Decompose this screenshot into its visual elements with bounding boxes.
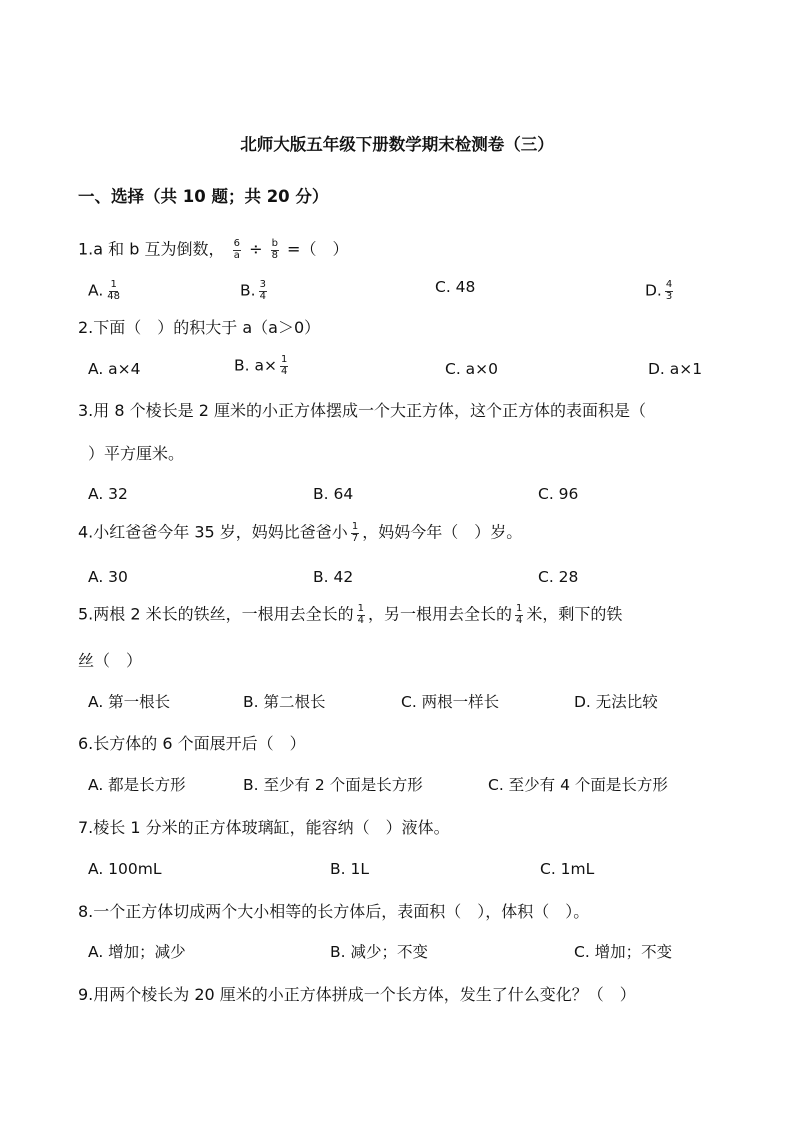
option-a[interactable]: A. 都是长方形 — [88, 776, 186, 794]
option-a[interactable]: A. 30 — [88, 568, 128, 586]
option-c[interactable]: C. a×0 — [445, 360, 499, 378]
question-7: 7.棱长 1 分米的正方体玻璃缸，能容纳（ ）液体。 — [78, 818, 450, 837]
question-5: 5.两根 2 米长的铁丝，一根用去全长的 $\frac{1}{4}$ ，另一根用去全长的 $\frac{1}{4}$ 米，剩下的铁 — [78, 603, 623, 626]
fraction: $\frac{b}{8}$ — [271, 238, 278, 261]
option-c[interactable]: C. 两根一样长 — [401, 693, 500, 711]
option-b[interactable]: B. 减少；不变 — [330, 943, 428, 961]
question-1: 1.a 和 b 互为倒数， $\frac{6}{a}$ ÷ $\frac{b}{8}$ =（ ） — [78, 238, 349, 261]
question-3-continued: ）平方厘米。 — [88, 444, 185, 463]
option-b[interactable]: B. 至少有 2 个面是长方形 — [243, 776, 423, 794]
option-c[interactable]: C. 至少有 4 个面是长方形 — [488, 776, 668, 794]
option-a[interactable]: A. a×4 — [88, 360, 141, 378]
question-3: 3.用 8 个棱长是 2 厘米的小正方体摆成一个大正方体，这个正方体的表面积是（ — [78, 401, 646, 420]
question-2: 2.下面（ ）的积大于 a（a＞0） — [78, 318, 321, 337]
option-d[interactable]: D. 无法比较 — [574, 693, 658, 711]
question-4: 4.小红爸爸今年 35 岁，妈妈比爸爸小 $\frac{1}{7}$ ，妈妈今年（ ）岁。 — [78, 521, 523, 544]
page-title: 北师大版五年级下册数学期末检测卷（三） — [240, 135, 554, 154]
option-a[interactable]: A. 增加；减少 — [88, 943, 186, 961]
fraction: $\frac{6}{a}$ — [233, 238, 240, 261]
question-9: 9.用两个棱长为 20 厘米的小正方体拼成一个长方体，发生了什么变化？（ ） — [78, 985, 636, 1004]
option-c[interactable]: C. 增加；不变 — [574, 943, 673, 961]
option-d[interactable]: D. $\frac{4}{3}$ — [645, 279, 673, 302]
option-c[interactable]: C. 96 — [538, 485, 579, 503]
option-b[interactable]: B. a× $\frac{1}{4}$ — [234, 354, 288, 377]
option-b[interactable]: B. 64 — [313, 485, 354, 503]
question-5-continued: 丝（ ） — [78, 651, 143, 670]
option-b[interactable]: B. 42 — [313, 568, 354, 586]
question-1-text: 1.a 和 b 互为倒数， — [78, 239, 225, 259]
option-c[interactable]: C. 28 — [538, 568, 579, 586]
option-b[interactable]: B. $\frac{3}{4}$ — [240, 279, 266, 302]
question-6: 6.长方体的 6 个面展开后（ ） — [78, 734, 306, 753]
option-a[interactable]: A. 32 — [88, 485, 128, 503]
question-8: 8.一个正方体切成两个大小相等的长方体后，表面积（ ），体积（ ）。 — [78, 902, 590, 921]
option-d[interactable]: D. a×1 — [648, 360, 703, 378]
option-a[interactable]: A. $\frac{1}{48}$ — [88, 279, 120, 302]
option-c[interactable]: C. 48 — [435, 278, 476, 296]
option-c[interactable]: C. 1mL — [540, 860, 595, 878]
option-a[interactable]: A. 第一根长 — [88, 693, 171, 711]
option-a[interactable]: A. 100mL — [88, 860, 162, 878]
option-b[interactable]: B. 第二根长 — [243, 693, 326, 711]
section-heading: 一、选择（共 10 题；共 20 分） — [78, 187, 329, 206]
option-b[interactable]: B. 1L — [330, 860, 369, 878]
